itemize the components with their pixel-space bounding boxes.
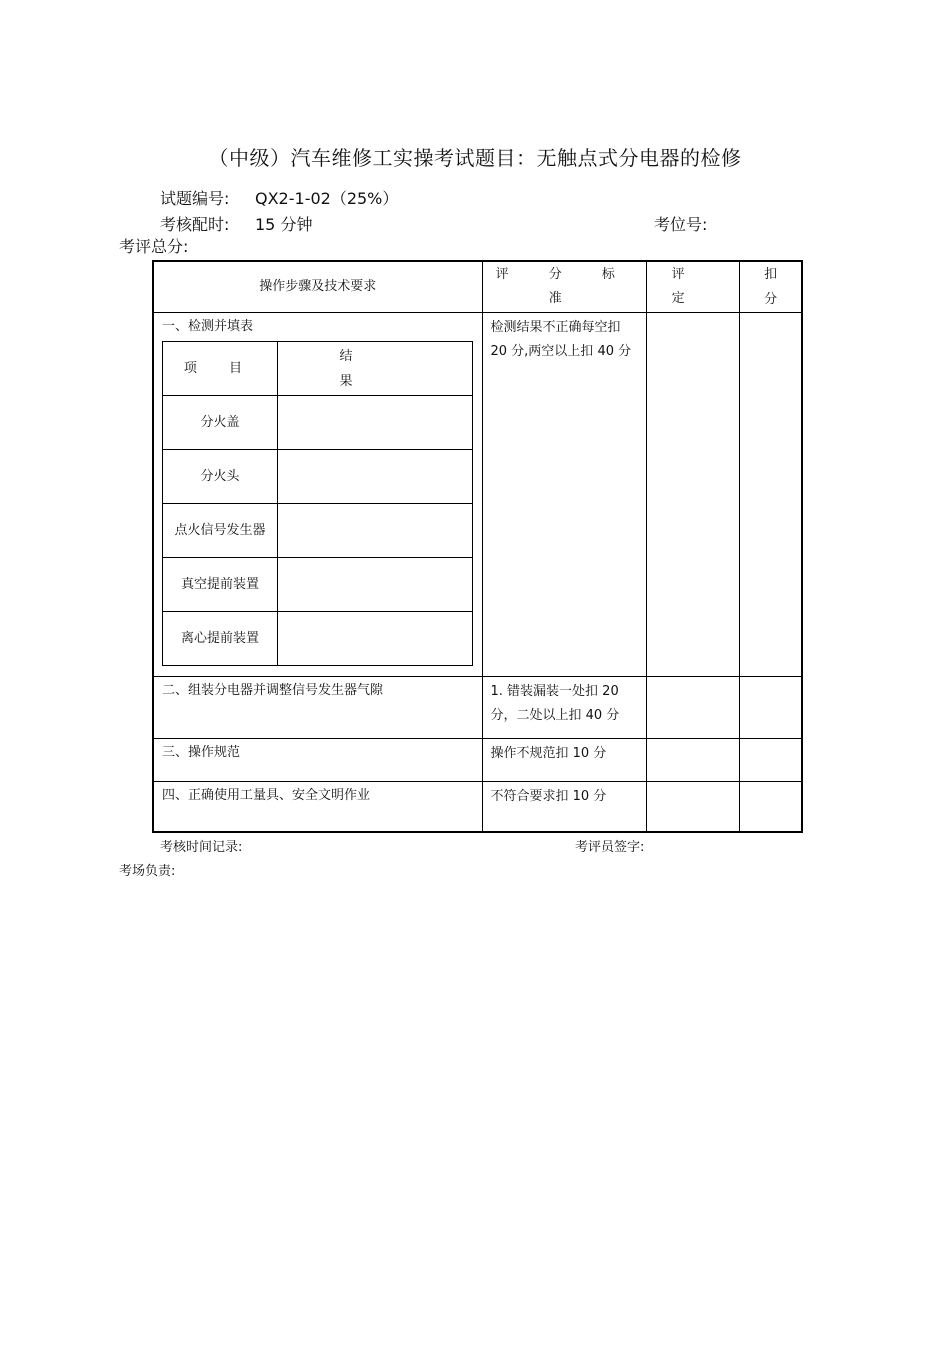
criteria-cell: 检测结果不正确每空扣 20 分,两空以上扣 40 分 bbox=[482, 313, 647, 677]
deduct-cell[interactable] bbox=[740, 313, 802, 677]
exam-code bbox=[160, 186, 398, 209]
exam-code-label: 试题编号: bbox=[160, 189, 230, 208]
inner-item: 离心提前装置 bbox=[163, 612, 278, 666]
inspection-table bbox=[162, 341, 473, 666]
exam-time bbox=[160, 212, 312, 235]
total-score-label: 考评总分: bbox=[119, 237, 189, 256]
table-row bbox=[153, 313, 802, 677]
criteria-cell: 1. 错装漏装一处扣 20 分，二处以上扣 40 分 bbox=[482, 677, 647, 739]
header-deduct: 扣分 bbox=[740, 261, 802, 313]
inner-item: 真空提前装置 bbox=[163, 558, 278, 612]
inner-header-result: 结 果 bbox=[278, 342, 473, 396]
inner-item: 点火信号发生器 bbox=[163, 504, 278, 558]
result-field[interactable] bbox=[278, 612, 473, 666]
exam-code-value: QX2-1-02（25%） bbox=[255, 189, 399, 208]
step-cell bbox=[153, 313, 482, 677]
step-cell: 三、操作规范 bbox=[153, 739, 482, 782]
table-row bbox=[153, 782, 802, 832]
result-field[interactable] bbox=[278, 450, 473, 504]
deduct-cell[interactable] bbox=[740, 677, 802, 739]
result-field[interactable] bbox=[278, 396, 473, 450]
exam-time-value: 15 分钟 bbox=[255, 215, 313, 234]
step-text: 一、检测并填表 bbox=[162, 319, 254, 334]
header-steps: 操作步骤及技术要求 bbox=[153, 261, 482, 313]
examiner-sign-label: 考评员签字: bbox=[575, 840, 645, 855]
deduct-cell[interactable] bbox=[740, 782, 802, 832]
seat-number-label: 考位号: bbox=[654, 215, 708, 234]
header-rating: 评 定 bbox=[647, 261, 740, 313]
step-cell: 二、组装分电器并调整信号发生器气隙 bbox=[153, 677, 482, 739]
criteria-cell: 操作不规范扣 10 分 bbox=[482, 739, 647, 782]
rating-cell[interactable] bbox=[647, 739, 740, 782]
page-title: （中级）汽车维修工实操考试题目：无触点式分电器的检修 bbox=[208, 146, 742, 170]
result-field[interactable] bbox=[278, 558, 473, 612]
table-row bbox=[153, 677, 802, 739]
criteria-cell: 不符合要求扣 10 分 bbox=[482, 782, 647, 832]
table-row bbox=[153, 739, 802, 782]
scoring-table bbox=[152, 260, 803, 833]
rating-cell[interactable] bbox=[647, 677, 740, 739]
table-header-row bbox=[153, 261, 802, 313]
inner-item: 分火头 bbox=[163, 450, 278, 504]
deduct-cell[interactable] bbox=[740, 739, 802, 782]
exam-time-label: 考核配时: bbox=[160, 215, 230, 234]
step-cell: 四、正确使用工量具、安全文明作业 bbox=[153, 782, 482, 832]
rating-cell[interactable] bbox=[647, 782, 740, 832]
inner-header-item: 项 目 bbox=[163, 342, 278, 396]
site-responsible-label: 考场负责: bbox=[119, 864, 176, 879]
result-field[interactable] bbox=[278, 504, 473, 558]
rating-cell[interactable] bbox=[647, 313, 740, 677]
inner-item: 分火盖 bbox=[163, 396, 278, 450]
header-criteria: 评 分 标 准 bbox=[482, 261, 647, 313]
time-record-label: 考核时间记录: bbox=[160, 840, 243, 855]
